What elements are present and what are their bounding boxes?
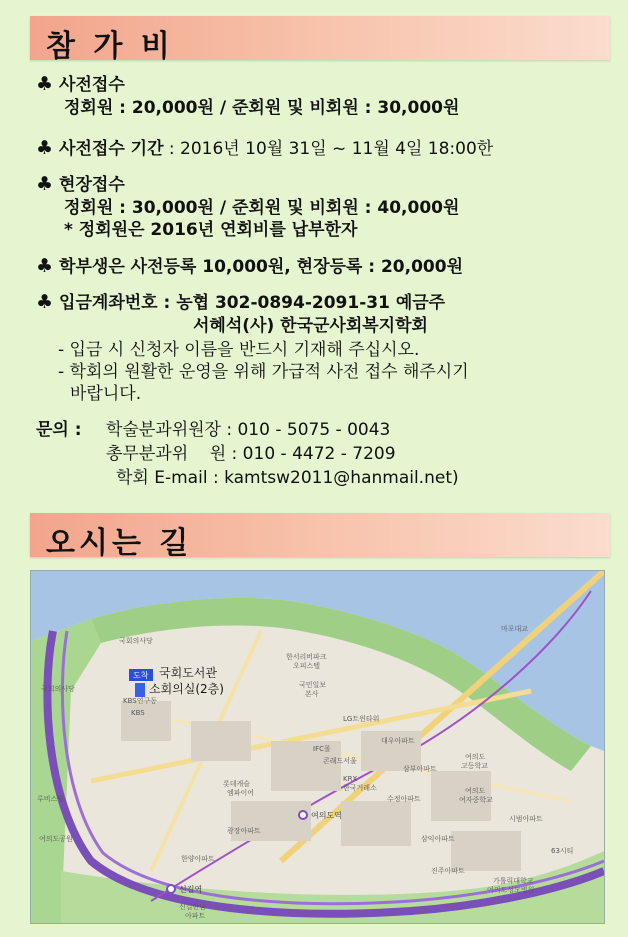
- map-label: 본사: [305, 690, 319, 698]
- account-line: ♣ 입금계좌번호 : 농협 302-0894-2091-31 예금주: [36, 291, 446, 313]
- map-label: 국회의사당: [41, 685, 75, 693]
- map-label: 한국거래소: [343, 784, 377, 792]
- map-label: 마포대교: [501, 625, 529, 633]
- club-icon: ♣: [36, 73, 54, 95]
- student-line: ♣ 학부생은 사전등록 10,000원, 현장등록 : 20,000원: [36, 255, 464, 277]
- fee-banner: [30, 16, 610, 64]
- directions-banner: [30, 513, 610, 561]
- map-label: 여자중학교: [459, 796, 493, 804]
- map-label: 삼부아파트: [403, 765, 437, 773]
- location-map[interactable]: [30, 570, 605, 924]
- club-icon: ♣: [36, 137, 54, 159]
- map-label: KBS: [131, 709, 145, 717]
- map-label: KBS연구동: [123, 697, 157, 705]
- onsite-detail: 정회원 : 30,000원 / 준회원 및 비회원 : 40,000원: [64, 198, 460, 218]
- map-label: 엠파이어: [227, 789, 255, 797]
- station-label: 여의도역: [311, 811, 342, 820]
- map-label: 아파트: [185, 912, 206, 920]
- map-label: 신길한남: [179, 903, 207, 911]
- map-label: IFC몰: [313, 745, 331, 753]
- map-label: 고등학교: [461, 762, 489, 770]
- contact-line-2: 총무분과위 원 : 010 - 4472 - 7209: [106, 444, 396, 464]
- onsite-note: * 정회원은 2016년 연회비를 납부한자: [64, 220, 358, 240]
- station-label: 신길역: [179, 885, 203, 894]
- map-label: 가톨릭대학교: [493, 877, 534, 885]
- contact-email[interactable]: 학회 E-mail : kamtsw2011@hanmail.net): [116, 468, 459, 488]
- destination-name: 국회도서관: [159, 666, 217, 680]
- map-label: 시범아파트: [509, 815, 543, 823]
- period-line: ♣ 사전접수 기간 : 2016년 10월 31일 ~ 11월 4일 18:00한: [36, 137, 494, 159]
- map-graphic: [31, 571, 604, 923]
- onsite-heading: ♣ 현장접수: [36, 173, 125, 195]
- map-label: LG트윈타워: [343, 715, 380, 723]
- destination-pin-icon: [135, 683, 145, 697]
- map-label: 롯데캐슬: [223, 780, 251, 788]
- directions-title: 오시는 길: [46, 526, 193, 561]
- account-note-2b: 바랍니다.: [70, 384, 142, 404]
- map-label: 오피스텔: [293, 662, 321, 670]
- destination-room: 소회의실(2층): [149, 682, 224, 696]
- map-label: 진주아파트: [431, 867, 465, 875]
- map-label: 삼익아파트: [421, 835, 455, 843]
- map-label: 63시티: [551, 847, 574, 855]
- map-label: 한양아파트: [181, 855, 215, 863]
- map-label: 루비스틸: [37, 795, 65, 803]
- subway-station-icon: [299, 811, 307, 819]
- map-label: 대우아파트: [381, 737, 415, 745]
- club-icon: ♣: [36, 291, 54, 313]
- club-icon: ♣: [36, 255, 54, 277]
- map-label: 여의도: [465, 753, 486, 761]
- map-label: 수정아파트: [387, 795, 421, 803]
- map-label: KRX: [343, 775, 358, 783]
- pre-reg-heading: ♣ 사전접수: [36, 73, 125, 95]
- map-label: 콘래드서울: [323, 757, 357, 765]
- map-label: 한서리버파크: [286, 653, 327, 661]
- fee-title: 참 가 비: [46, 29, 174, 64]
- contact-label: 문의 :: [36, 420, 82, 440]
- map-label: 국민일보: [299, 681, 327, 689]
- destination-badge-label: 도착: [133, 671, 149, 680]
- contact-line-1: 학술분과위원장 : 010 - 5075 - 0043: [106, 420, 391, 440]
- pre-reg-detail: 정회원 : 20,000원 / 준회원 및 비회원 : 30,000원: [64, 98, 460, 118]
- club-icon: ♣: [36, 173, 54, 195]
- map-label: 국회의사당: [119, 637, 153, 645]
- subway-station-icon: [167, 885, 175, 893]
- map-label: 광장아파트: [227, 827, 261, 835]
- map-label: 여의도성모병원: [487, 886, 535, 894]
- account-note-2: - 학회의 원활한 운영을 위해 가급적 사전 접수 해주시기: [58, 362, 469, 382]
- map-label: 여의도: [465, 787, 486, 795]
- account-note-1: - 입금 시 신청자 이름을 반드시 기재해 주십시오.: [58, 340, 420, 360]
- map-label: 여의도공원: [39, 835, 73, 843]
- account-holder: 서혜석(사) 한국군사회복지학회: [193, 316, 428, 336]
